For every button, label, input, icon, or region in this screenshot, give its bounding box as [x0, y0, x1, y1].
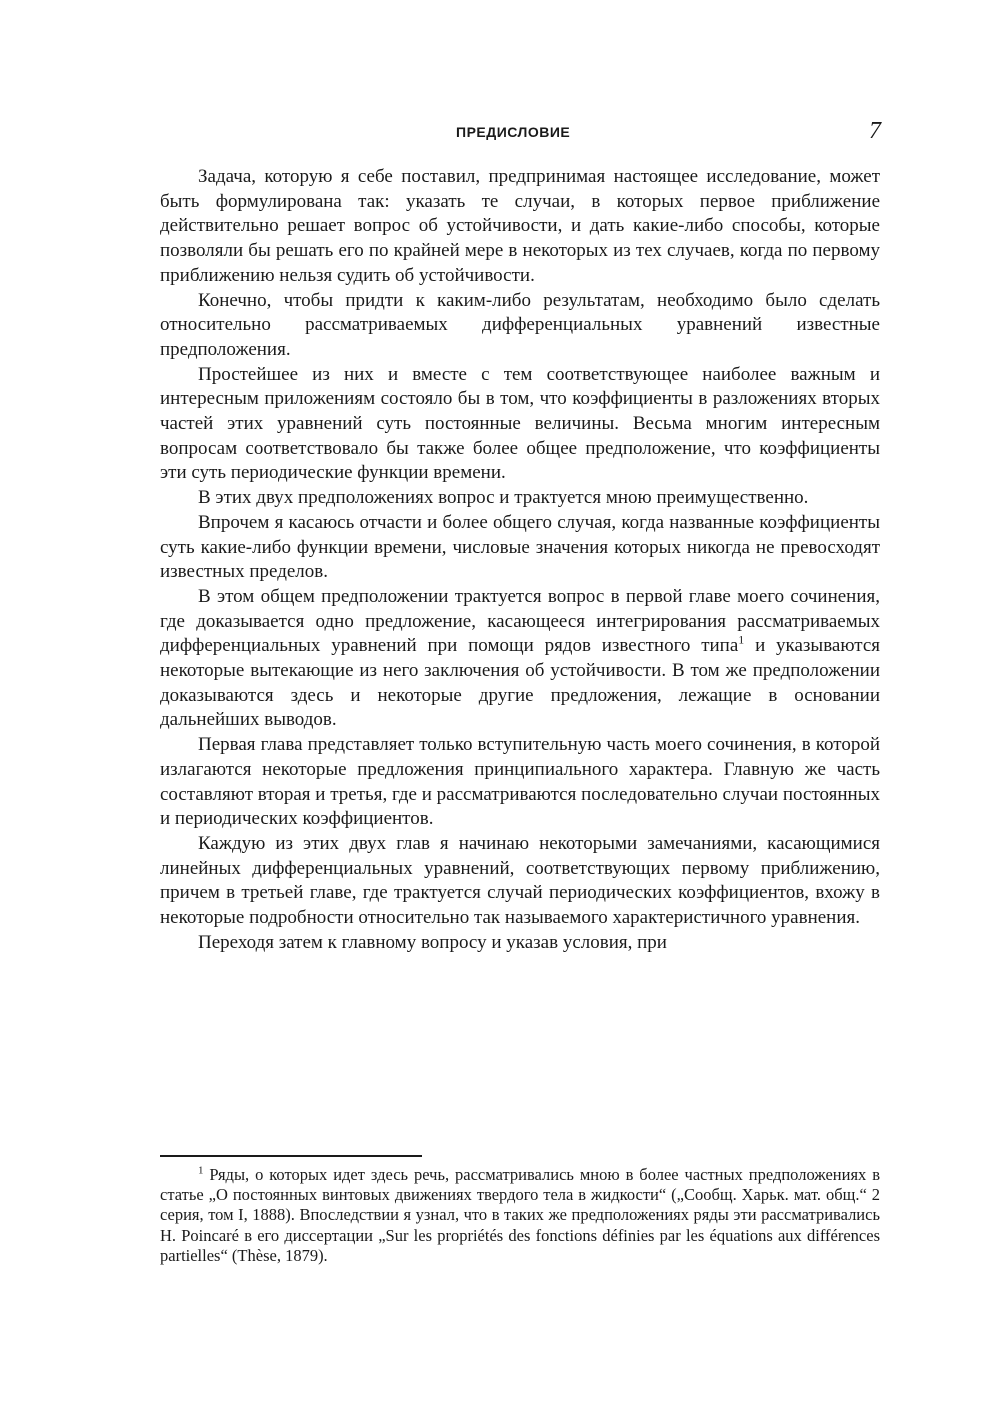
footnote-text: Ряды, о которых идет здесь речь, рассматривались мною в более частных предположениях в статье „О постоянных винтовых движениях твердого тела в жидкости“ („Сообщ. Харьк. мат. общ.“ 2 серия, том I, 1888). Впоследствии я узнал, что в таких же предположениях ряды эти рассматривались H. Poincaré в его диссертации „Sur les propriétés des fonctions définies par les équations aux différences partielles“ (Thèse, 1879). [160, 1165, 880, 1265]
paragraph-text: В этом общем предположении трактуется вопрос в первой главе моего сочинения, где доказывается одно предложение, касающееся интегрирования рассматриваемых дифференциальных уравнений при помощи рядов известного типа [160, 585, 880, 657]
running-title: ПРЕДИСЛОВИЕ [456, 124, 571, 140]
paragraph: Конечно, чтобы придти к каким-либо результатам, необходимо было сделать относительно рассматриваемых дифференциальных уравнений известные предположения. [160, 289, 880, 360]
paragraph-text: и указываются некоторые вытекающие из него заключения об устойчивости. В том же предположении доказываются здесь и некоторые другие предложения, лежащие в основании дальнейших выводов. [160, 635, 880, 731]
paragraph: Задача, которую я себе поставил, предпринимая настоящее исследование, может быть формулирована так: указать те случаи, в которых первое приближение действительно решает вопрос об устойчивости, и дать какие-либо способы, которые позволяли бы решать его по крайней мере в некоторых из тех случаев, когда по первому приближению нельзя судить об устойчивости. [160, 166, 880, 286]
paragraph: Каждую из этих двух глав я начинаю некоторыми замечаниями, касающимися линейных дифференциальных уравнений, соответствующих первому приближению, причем в третьей главе, где трактуется случай периодических коэффициентов, вхожу в некоторые подробности относительно так называемого характеристичного уравнения. [160, 832, 880, 929]
page-number: 7 [869, 118, 881, 144]
running-head [0, 118, 1000, 146]
paragraph-with-footnote-ref [160, 585, 880, 733]
paragraph: В этих двух предположениях вопрос и трактуется мною преимущественно. [198, 487, 809, 509]
paragraph: Переходя затем к главному вопросу и указав условия, при [198, 931, 667, 953]
footnote-reference[interactable]: 1 [738, 633, 745, 648]
footnote-divider [160, 1155, 422, 1157]
paragraph: Первая глава представляет только вступительную часть моего сочинения, в которой излагаются некоторые предложения принципиального характера. Главную же часть составляют вторая и третья, где и рассматриваются последовательно случаи постоянных и периодических коэффициентов. [160, 734, 880, 830]
footnote-mark: 1 [198, 1164, 204, 1177]
paragraph: Простейшее из них и вместе с тем соответствующее наиболее важным и интересным приложениям состояло бы в том, что коэффициенты в разложениях вторых частей этих уравнений суть постоянные величины. Весьма многим интересным вопросам соответствовало бы также более общее предположение, что коэффициенты эти суть периодические функции времени. [160, 363, 880, 484]
footnote [160, 1165, 880, 1266]
main-text [160, 165, 880, 956]
paragraph: Впрочем я касаюсь отчасти и более общего случая, когда названные коэффициенты суть какие-либо функции времени, числовые значения которых никогда не превосходят известных пределов. [160, 511, 880, 583]
